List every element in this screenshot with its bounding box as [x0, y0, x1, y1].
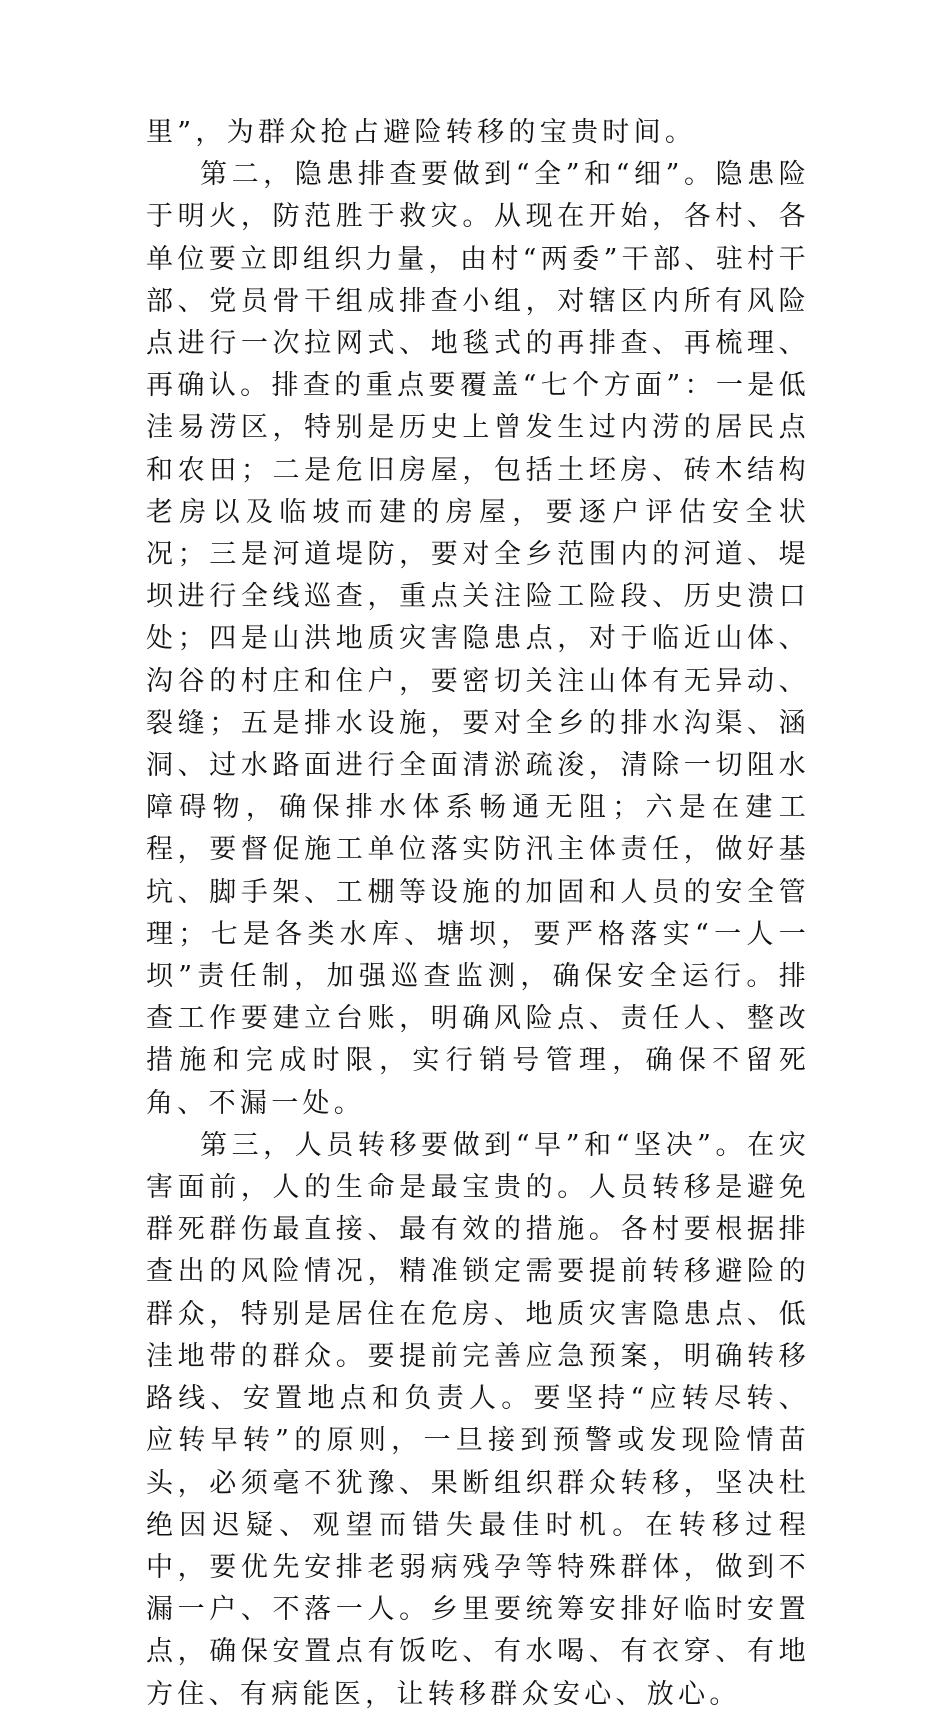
document-body: [146, 112, 810, 1716]
paragraph-hazard-inspection: 第二，隐患排查要做到“全”和“细”。隐患险于明火，防范胜于救灾。从现在开始，各村、各单位要立即组织力量，由村“两委”干部、驻村干部、党员骨干组成排查小组，对辖区内所有风险点进行一次拉网式、地毯式的再排查、再梳理、再确认。排查的重点要覆盖“七个方面”：一是低洼易涝区，特别是历史上曾发生过内涝的居民点和农田；二是危旧房屋，包括土坯房、砖木结构老房以及临坡而建的房屋，要逐户评估安全状况；三是河道堤防，要对全乡范围内的河道、堤坝进行全线巡查，重点关注险工险段、历史溃口处；四是山洪地质灾害隐患点，对于临近山体、沟谷的村庄和住户，要密切关注山体有无异动、裂缝；五是排水设施，要对全乡的排水沟渠、涵洞、过水路面进行全面清淤疏浚，清除一切阻水障碍物，确保排水体系畅通无阻；六是在建工程，要督促施工单位落实防汛主体责任，做好基坑、脚手架、工棚等设施的加固和人员的安全管理；七是各类水库、塘坝，要严格落实“一人一坝”责任制，加强巡查监测，确保安全运行。排查工作要建立台账，明确风险点、责任人、整改措施和完成时限，实行销号管理，确保不留死角、不漏一处。: [146, 159, 810, 1119]
paragraph-personnel-evacuation: 第三，人员转移要做到“早”和“坚决”。在灾害面前，人的生命是最宝贵的。人员转移是避免群死群伤最直接、最有效的措施。各村要根据排查出的风险情况，精准锁定需要提前转移避险的群众，特别是居住在危房、地质灾害隐患点、低洼地带的群众。要提前完善应急预案，明确转移路线、安置地点和负责人。要坚持“应转尽转、应转早转”的原则，一旦接到预警或发现险情苗头，必须毫不犹豫、果断组织群众转移，坚决杜绝因迟疑、观望而错失最佳时机。在转移过程中，要优先安排老弱病残孕等特殊群体，做到不漏一户、不落一人。乡里要统筹安排好临时安置点，确保安置点有饭吃、有水喝、有衣穿、有地方住、有病能医，让转移群众安心、放心。: [146, 1129, 810, 1710]
paragraph-continued: 里”，为群众抢占避险转移的宝贵时间。: [146, 117, 697, 148]
